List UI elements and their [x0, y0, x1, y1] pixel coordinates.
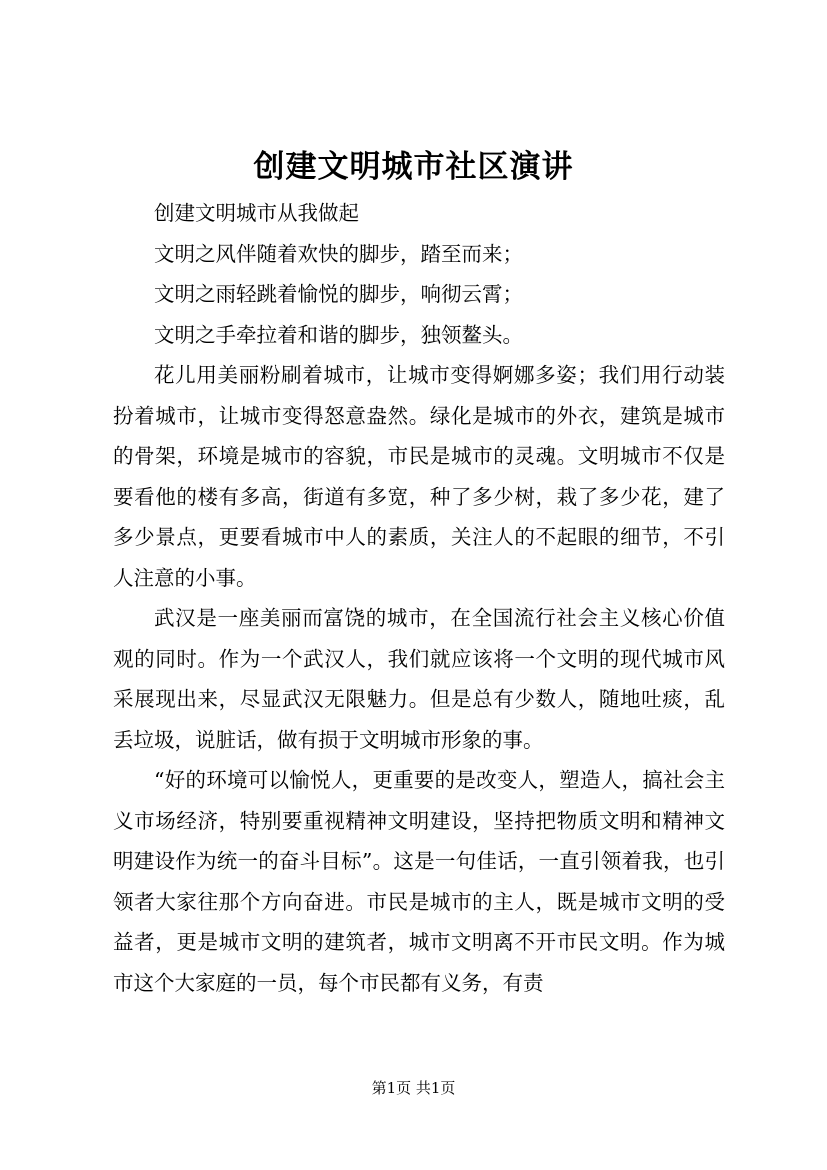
paragraph-flowers: 花儿用美丽粉刷着城市，让城市变得婀娜多姿；我们用行动装扮着城市，让城市变得怒意盎然。绿化是城市的外衣，建筑是城市的骨架，环境是城市的容貌，市民是城市的灵魂。文明城市不仅是要看他的楼有多高，街道有多宽，种了多少树，栽了多少花，建了多少景点，更要看城市中人的素质，关注人的不起眼的细节，不引人注意的小事。	[113, 363, 725, 590]
paragraph-quote: “好的环境可以愉悦人，更重要的是改变人，塑造人，搞社会主义市场经济，特别要重视精神文明建设，坚持把物质文明和精神文明建设作为统一的奋斗目标”。这是一句佳话，一直引领着我，也引领者大家往那个方向奋进。市民是城市的主人，既是城市文明的受益者，更是城市文明的建筑者，城市文明离不开市民文明。作为城市这个大家庭的一员，每个市民都有义务，有责	[113, 768, 725, 995]
paragraph-verse-1: 文明之风伴随着欢快的脚步，踏至而来；	[154, 241, 523, 266]
paragraph-verse-2: 文明之雨轻跳着愉悦的脚步，响彻云霄；	[154, 282, 523, 306]
paragraph-wuhan: 武汉是一座美丽而富饶的城市，在全国流行社会主义核心价值观的同时。作为一个武汉人，我们就应该将一个文明的现代城市风采展现出来，尽显武汉无限魅力。但是总有少数人，随地吐痰，乱丢垃圾，说脏话，做有损于文明城市形象的事。	[113, 606, 725, 752]
page-number-footer: 第1页 共1页	[371, 1079, 456, 1097]
document-body	[113, 193, 725, 1003]
paragraph-verse-3: 文明之手牵拉着和谐的脚步，独领鳌头。	[154, 322, 523, 347]
document-title: 创建文明城市社区演讲	[253, 149, 574, 185]
paragraph-subtitle: 创建文明城市从我做起	[154, 201, 359, 225]
